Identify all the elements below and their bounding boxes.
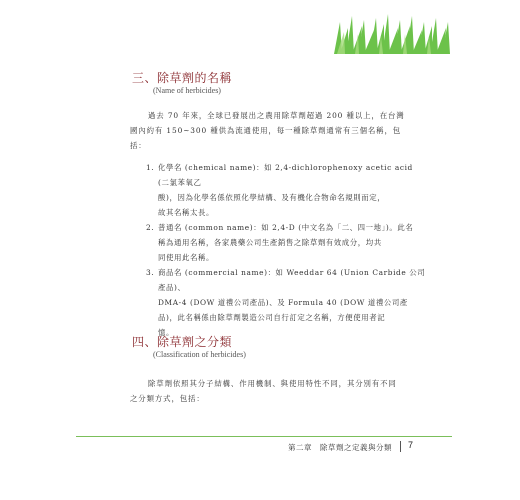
text-line: 憶。: [158, 328, 174, 337]
text-line: 商品名 (commercial name)：如 Weeddar 64 (Union Carbide 公司產品)、: [158, 268, 426, 292]
section-4-subtitle: (Classification of herbicides): [153, 350, 246, 359]
text-line: DMA-4 (DOW 道禮公司產品)、及 Formula 40 (DOW 道禮公司產: [158, 298, 408, 307]
section-3-subtitle: (Name of herbicides): [153, 86, 221, 95]
text-line: 過去 70 年來，全球已發展出之農用除草劑超過 200 種以上，在台灣: [148, 111, 405, 120]
text-line: 普通名 (common name)：如 2,4-D (中文名為「二、四一地」)。此名: [158, 223, 414, 232]
list-item: [146, 220, 426, 265]
herbicide-name-list: [146, 160, 426, 340]
text-line: 之分類方式，包括：: [130, 394, 205, 403]
footer-divider: [76, 436, 452, 437]
section-4-intro: [130, 376, 430, 406]
text-line: 括：: [130, 141, 147, 150]
text-line: 化學名 (chemical name)：如 2,4-dichlorophenoxy acetic acid (二氯苯氧乙: [158, 163, 413, 187]
text-line: 品)，此名稱係由除草劑製造公司自行訂定之名稱，方便使用者記: [158, 313, 386, 322]
list-item-number: 3.: [146, 268, 155, 277]
section-4-title: 四、除草劑之分類: [132, 335, 233, 349]
text-line: 酸)，因為化學名係依照化學結構、及有機化合物命名規則而定，: [158, 193, 386, 202]
list-item: [146, 160, 426, 220]
list-item-number: 1.: [146, 163, 155, 172]
section-3-intro: [130, 108, 430, 153]
text-line: 故其名稱太長。: [158, 208, 214, 217]
list-item-number: 2.: [146, 223, 155, 232]
list-item: [146, 265, 426, 340]
text-line: 同使用此名稱。: [158, 253, 214, 262]
text-line: 除草劑依照其分子結構、作用機制、與使用特性不同，其分別有不同: [148, 379, 397, 388]
footer-chapter-title: 第二章 除草劑之定義與分類: [288, 443, 392, 452]
text-line: 國內約有 150~300 種供為流通使用，每一種除草劑通常有三個名稱，包: [130, 126, 402, 135]
page-number: 7: [408, 440, 414, 450]
grass-illustration: [332, 14, 452, 54]
section-3-title: 三、除草劑的名稱: [132, 71, 233, 85]
text-line: 稱為通用名稱，各家農藥公司生產銷售之除草劑有效成分，均共: [158, 238, 382, 247]
footer-separator: [400, 441, 401, 452]
